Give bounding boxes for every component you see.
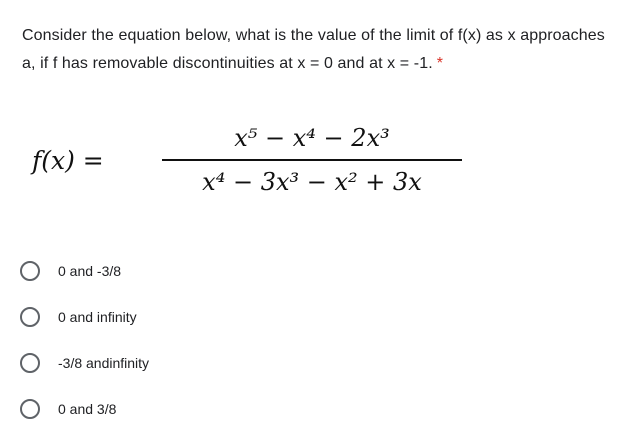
radio-button[interactable]: [20, 353, 40, 373]
question-text: [22, 22, 612, 78]
required-asterisk: *: [436, 55, 444, 72]
option-label: -3/8 andinfinity: [58, 355, 150, 371]
equation-lhs: f(x) =: [32, 146, 104, 175]
option-4[interactable]: [20, 386, 149, 432]
option-label: 0 and infinity: [58, 309, 137, 325]
answer-options: [20, 248, 149, 432]
radio-button[interactable]: [20, 307, 40, 327]
option-2[interactable]: [20, 294, 149, 340]
equation-image: [32, 120, 472, 210]
equation-fraction: [162, 120, 462, 200]
fraction-bar: [162, 159, 462, 161]
equation-denominator: x⁴ − 3x³ − x² + 3x: [202, 168, 422, 196]
radio-button[interactable]: [20, 399, 40, 419]
option-1[interactable]: [20, 248, 149, 294]
question-label: Consider the equation below, what is the value of the limit of f(x) as x approaches a, if f has removable discontinuities at x = 0 and at x = -1.: [22, 27, 605, 72]
radio-button[interactable]: [20, 261, 40, 281]
equation-numerator: x⁵ − x⁴ − 2x³: [234, 124, 390, 152]
option-3[interactable]: [20, 340, 149, 386]
option-label: 0 and 3/8: [58, 401, 117, 417]
option-label: 0 and -3/8: [58, 263, 122, 279]
